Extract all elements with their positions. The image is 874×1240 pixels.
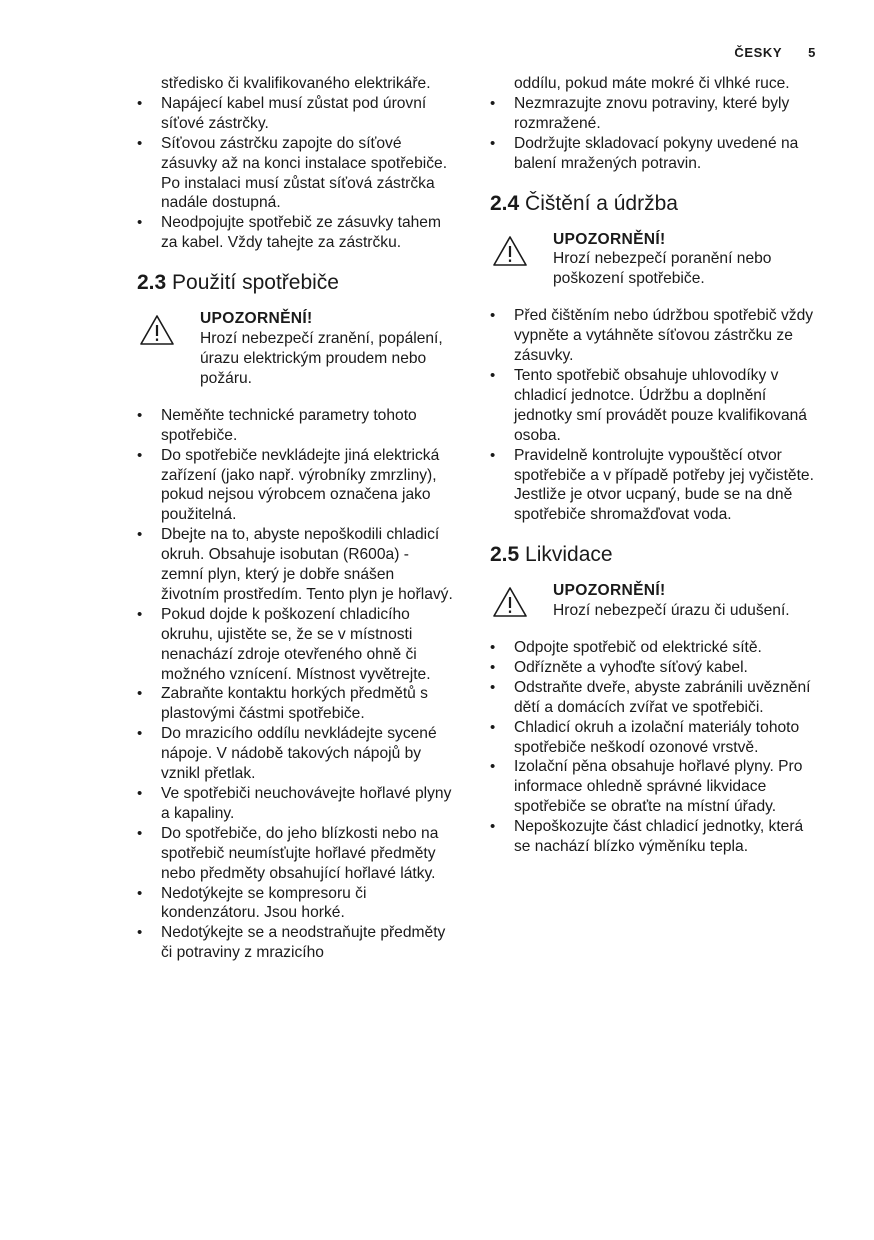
warning-triangle-icon xyxy=(139,314,175,346)
section-title: Likvidace xyxy=(525,543,613,567)
list-item: • Dbejte na to, abyste nepoškodili chladicí okruh. Obsahuje isobutan (R600a) - zemní plyn, který je dobře snášen životním prostředím. Tento plyn je hořlavý. xyxy=(137,525,455,605)
section-heading-2-4 xyxy=(490,191,820,217)
list-item: • Do mrazicího oddílu nevkládejte sycené nápoje. V nádobě takových nápojů by vznikl přetlak. xyxy=(137,724,455,784)
list-item: • Nezmrazujte znovu potraviny, které byly rozmražené. xyxy=(490,94,820,134)
list-item: • Síťovou zástrčku zapojte do síťové zásuvky až na konci instalace spotřebiče. Po instalaci musí zůstat síťová zástrčka nadále dostupná. xyxy=(137,134,455,214)
list-item: • Nepoškozujte část chladicí jednotky, která se nachází blízko výměníku tepla. xyxy=(490,817,820,857)
warning-triangle-icon xyxy=(492,235,528,267)
language-label: ČESKY xyxy=(734,45,783,60)
continued-text: oddílu, pokud máte mokré či vlhké ruce. xyxy=(514,75,790,92)
section-number: 2.3 xyxy=(137,271,167,295)
list-item: • Odpojte spotřebič od elektrické sítě. xyxy=(490,638,820,658)
section-title: Použití spotřebiče xyxy=(172,271,339,295)
list-item: • Před čištěním nebo údržbou spotřebič vždy vypněte a vytáhněte síťovou zástrčku ze zásuvky. xyxy=(490,306,820,366)
list-item: • Ve spotřebiči neuchovávejte hořlavé plyny a kapaliny. xyxy=(137,784,455,824)
warning-title: UPOZORNĚNÍ! xyxy=(553,582,666,600)
warning-box xyxy=(490,581,820,621)
bullet-list xyxy=(490,638,820,857)
bullet-list xyxy=(490,306,820,525)
list-item: • Pravidelně kontrolujte vypouštěcí otvor spotřebiče a v případě potřeby jej vyčistěte. Jestliže je otvor ucpaný, bude se na dně spotřebiče shromažďovat voda. xyxy=(490,446,820,526)
section-number: 2.5 xyxy=(490,543,520,567)
list-item: • Odřízněte a vyhoďte síťový kabel. xyxy=(490,658,820,678)
warning-box xyxy=(490,230,820,290)
list-item: • Do spotřebiče nevkládejte jiná elektrická zařízení (jako např. výrobníky zmrzliny), pokud nejsou výrobcem označena jako použitelná. xyxy=(137,446,455,526)
bullet-list xyxy=(137,94,455,253)
warning-title: UPOZORNĚNÍ! xyxy=(553,230,666,248)
list-item: • Napájecí kabel musí zůstat pod úrovní síťové zástrčky. xyxy=(137,94,455,134)
list-item: • Do spotřebiče, do jeho blízkosti nebo na spotřebič neumísťujte hořlavé předměty nebo předměty obsahující hořlavé látky. xyxy=(137,824,455,884)
list-item: • Tento spotřebič obsahuje uhlovodíky v chladicí jednotce. Údržbu a doplnění jednotky smí provádět pouze kvalifikovaná osoba. xyxy=(490,366,820,446)
left-column xyxy=(137,74,455,963)
list-item: • Neodpojujte spotřebič ze zásuvky tahem za kabel. Vždy tahejte za zástrčku. xyxy=(137,213,455,253)
warning-title: UPOZORNĚNÍ! xyxy=(200,310,313,328)
list-item: • Pokud dojde k poškození chladicího okruhu, ujistěte se, že se v místnosti nenachází zdroje otevřeného ohně či možného vznícení. Místnost vyvětrejte. xyxy=(137,605,455,685)
page-number: 5 xyxy=(808,45,816,60)
section-heading-2-5 xyxy=(490,542,820,568)
list-item: • Odstraňte dveře, abyste zabránili uvěznění dětí a domácích zvířat ve spotřebiči. xyxy=(490,678,820,718)
warning-text: Hrozí nebezpečí poranění nebo poškození spotřebiče. xyxy=(553,250,772,288)
right-column xyxy=(490,74,820,857)
list-item: • Zabraňte kontaktu horkých předmětů s plastovými částmi spotřebiče. xyxy=(137,684,455,724)
bullet-list xyxy=(490,94,820,174)
section-number: 2.4 xyxy=(490,191,520,215)
warning-text: Hrozí nebezpečí zranění, popálení, úrazu elektrickým proudem nebo požáru. xyxy=(200,330,443,387)
warning-box xyxy=(137,309,455,389)
list-item: • Nedotýkejte se kompresoru či kondenzátoru. Jsou horké. xyxy=(137,884,455,924)
warning-text: Hrozí nebezpečí úrazu či udušení. xyxy=(553,602,790,620)
page-header xyxy=(734,45,816,60)
section-heading-2-3 xyxy=(137,270,455,296)
list-item: • Nedotýkejte se a neodstraňujte předměty či potraviny z mrazicího xyxy=(137,923,455,963)
list-item: • Chladicí okruh a izolační materiály tohoto spotřebiče neškodí ozonové vrstvě. xyxy=(490,718,820,758)
section-title: Čištění a údržba xyxy=(525,191,678,215)
warning-triangle-icon xyxy=(492,586,528,618)
list-item: • Izolační pěna obsahuje hořlavé plyny. Pro informace ohledně správné likvidace spotřebiče se obraťte na místní úřady. xyxy=(490,757,820,817)
continued-text: středisko či kvalifikovaného elektrikáře. xyxy=(161,75,431,92)
list-item: • Neměňte technické parametry tohoto spotřebiče. xyxy=(137,406,455,446)
list-item: • Dodržujte skladovací pokyny uvedené na balení mražených potravin. xyxy=(490,134,820,174)
bullet-list xyxy=(137,406,455,963)
